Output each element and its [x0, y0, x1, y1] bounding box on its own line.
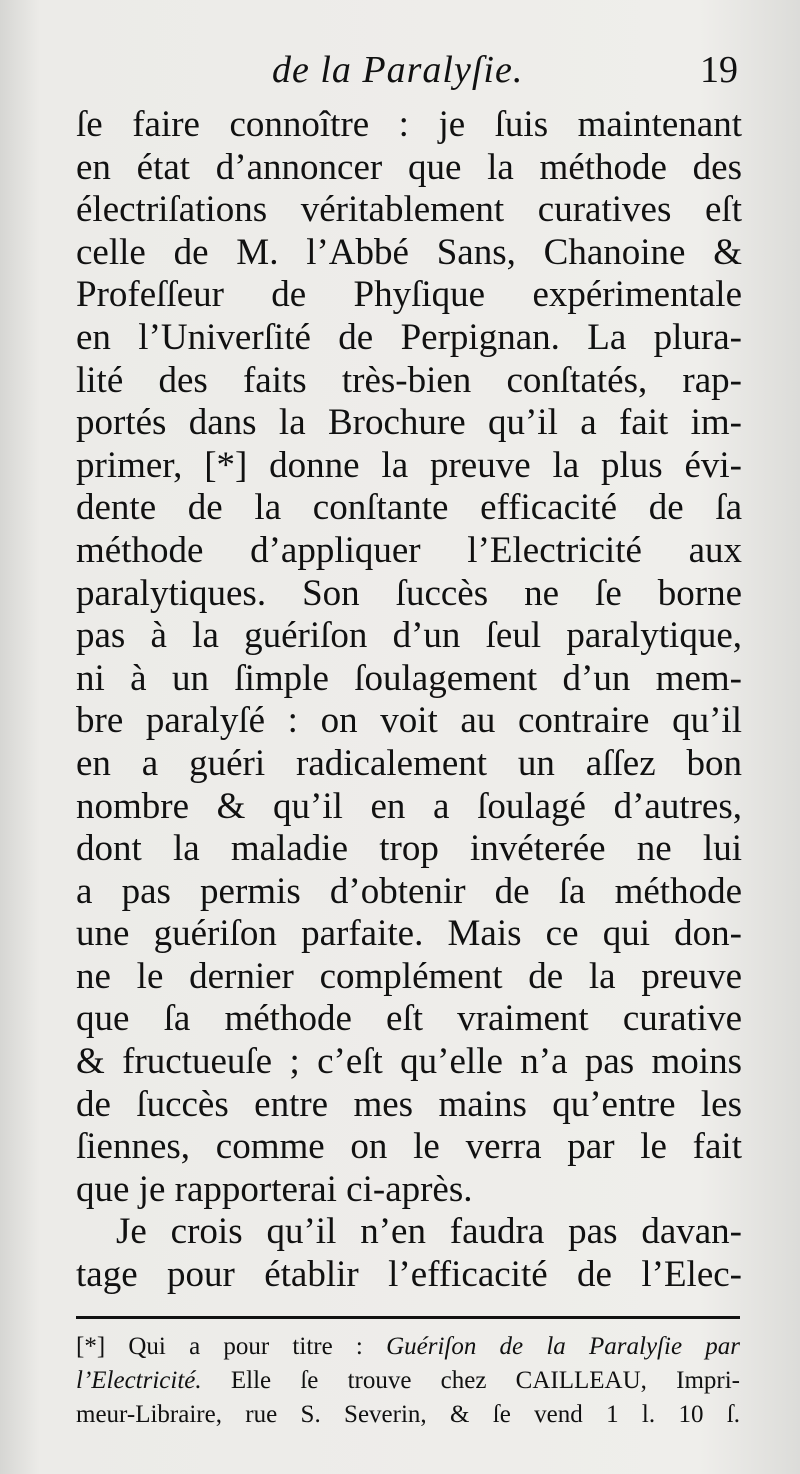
text-line: dont la maladie trop invéterée ne lui	[76, 828, 742, 870]
footnote-title: l’Electricité.	[76, 1367, 202, 1394]
text-line: portés dans la Brochure qu’il a fait im-	[76, 402, 742, 444]
text-line: que je rapporterai ci-après.	[76, 1168, 473, 1210]
footnote	[76, 1330, 740, 1432]
text-line: Je crois qu’il n’en faudra pas davan-	[116, 1211, 742, 1253]
text-line: tage pour établir l’efficacité de l’Elec-	[76, 1254, 742, 1296]
text-line: dente de la conſtante efficacité de ſa	[76, 487, 742, 529]
page-number: 19	[700, 49, 738, 91]
footnote-line	[76, 1330, 740, 1364]
text-line: une guériſon parfaite. Mais ce qui don-	[76, 913, 742, 955]
text-line: en a guéri radicalement un aſſez bon	[76, 742, 742, 784]
page-header	[0, 48, 800, 98]
footnote-text: Elle ſe trouve chez CAILLEAU, Impri-	[201, 1367, 740, 1394]
text-line: lité des faits très-bien conſtatés, rap-	[76, 359, 742, 401]
text-line: que ſa méthode eſt vraiment curative	[76, 998, 742, 1040]
text-line: ſiennes, comme on le verra par le fait	[76, 1126, 742, 1168]
footnote-text: [*] Qui a pour titre :	[76, 1333, 387, 1360]
text-line: nombre & qu’il en a ſoulagé d’autres,	[76, 785, 742, 827]
footnote-title: Guériſon de la Paralyſie par	[386, 1333, 740, 1360]
body-text	[76, 104, 742, 1297]
text-line: électriſations véritablement curatives eſt	[76, 189, 742, 231]
text-line: en état d’annoncer que la méthode des	[76, 146, 742, 188]
text-line: Profeſſeur de Phyſique expérimentale	[76, 274, 742, 316]
footnote-line: meur-Libraire, rue S. Severin, & ſe vend 1 l. 10 ſ.	[76, 1401, 740, 1428]
text-line: ſe faire connoître : je ſuis maintenant	[76, 104, 742, 145]
text-line: ni à un ſimple ſoulagement d’un mem-	[76, 657, 742, 699]
text-line: primer, [*] donne la preuve la plus évi-	[76, 444, 742, 486]
text-line: ne le dernier complément de la preuve	[76, 955, 742, 997]
text-line: méthode d’appliquer l’Electricité aux	[76, 529, 742, 571]
text-line: de ſuccès entre mes mains qu’entre les	[76, 1083, 742, 1125]
text-line: pas à la guériſon d’un ſeul paralytique,	[76, 615, 742, 657]
text-line: celle de M. l’Abbé Sans, Chanoine &	[76, 231, 742, 273]
text-line: paralytiques. Son ſuccès ne ſe borne	[76, 572, 742, 614]
text-line: & fructueuſe ; c’eſt qu’elle n’a pas moins	[76, 1041, 742, 1083]
running-title: de la Paralyſie.	[272, 49, 524, 91]
text-line: a pas permis d’obtenir de ſa méthode	[76, 870, 742, 912]
footnote-line	[76, 1364, 740, 1398]
text-line: bre paralyſé : on voit au contraire qu’il	[76, 700, 742, 742]
footnote-rule	[76, 1316, 740, 1319]
text-line: en l’Univerſité de Perpignan. La plura-	[76, 316, 742, 358]
